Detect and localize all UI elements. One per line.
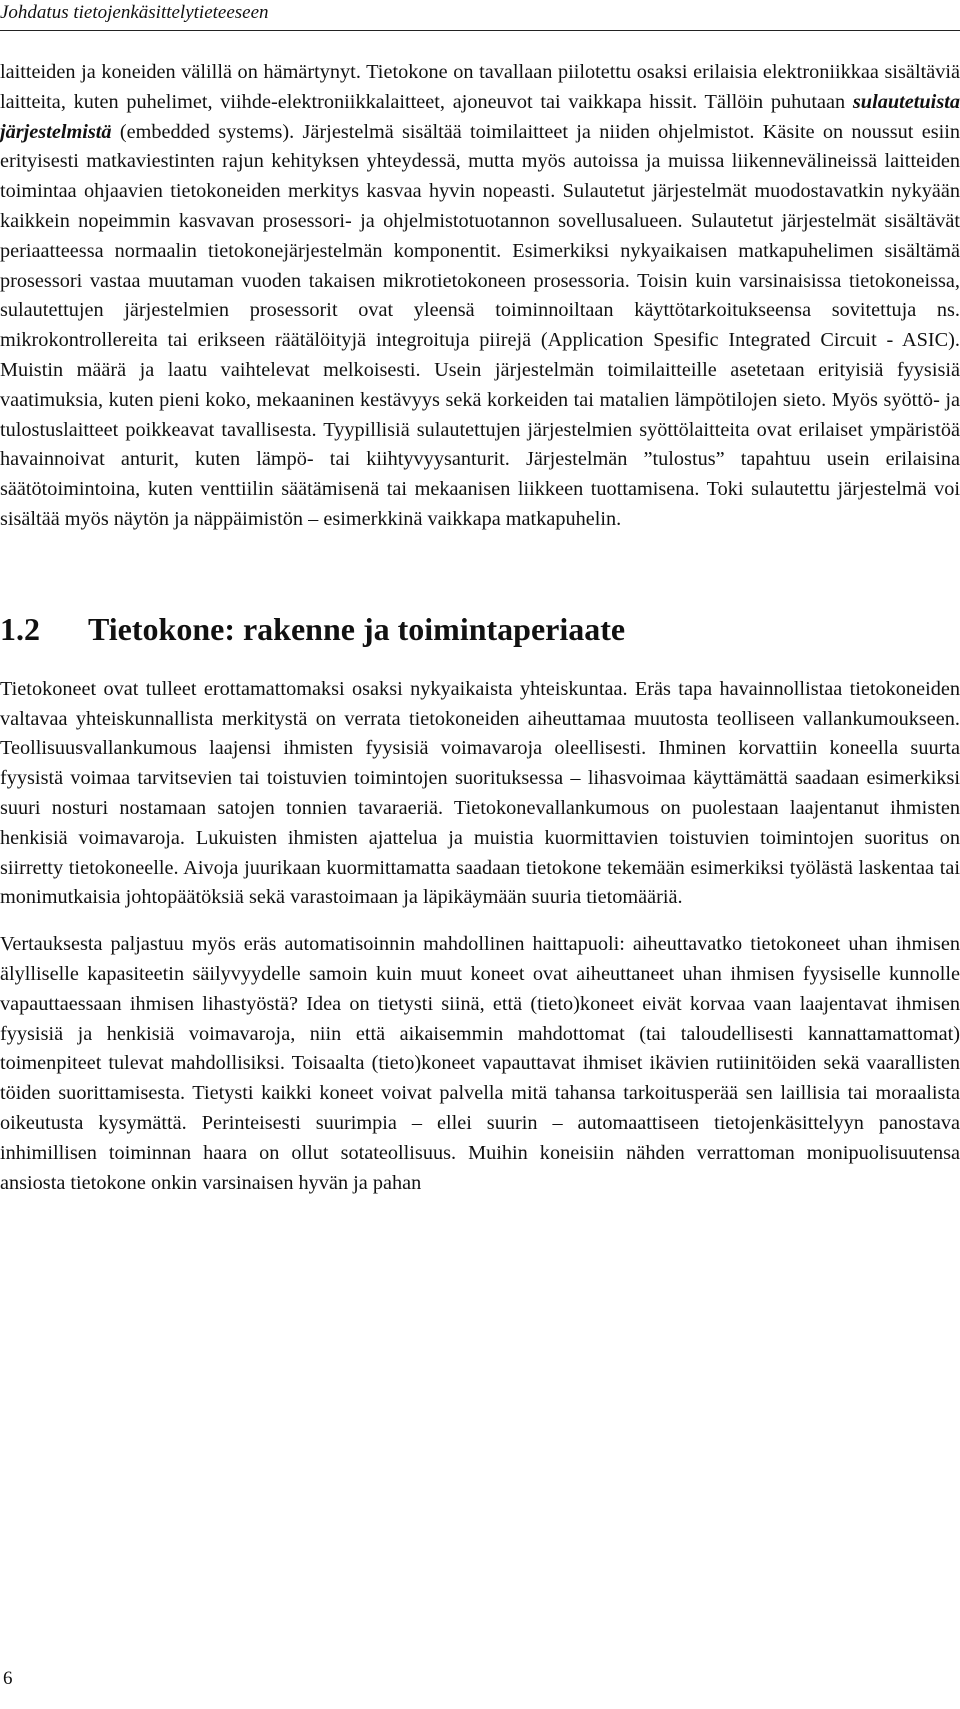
section-heading	[0, 609, 960, 649]
paragraph-text-after-term: (embedded systems). Järjestelmä sisältää toimilaitteet ja niiden ohjelmistot. Käsite on noussut esiin erityisesti matkaviestinten rajun kehityksen yhteydessä, mutta myös autoissa ja muissa liikennevälineissä laitteiden toimintaa ohjaavien tietokoneiden merkitys kasvaa hyvin nopeasti. Sulautetut järjestelmät muodostavatkin nykyään kaikkein nopeimmin kasvavan prosessori- ja ohjelmistotuotannon sovellusalueen. Sulautetut järjestelmät sisältävät periaatteessa normaalin tietokonejärjestelmän komponentit. Esimerkiksi nykyaikaisen matkapuhelimen sisältämä prosessori vastaa muutaman vuoden takaisen mikrotietokoneen prosessoria. Toisin kuin varsinaisissa tietokoneissa, sulautettujen järjestelmien prosessorit ovat yleensä toiminnoiltaan käyttötarkoitukseensa sovitettuja ns. mikrokontrollereita tai erikseen räätälöityjä integroituja piirejä (Application Spesific Integrated Circuit - ASIC). Muistin määrä ja laatu vaihtelevat melkoisesti. Usein järjestelmän toimilaitteille asetetaan erityisiä fyysisiä vaatimuksia, kuten pieni koko, mekaaninen kestävyys sekä korkeiden tai matalien lämpötilojen sieto. Myös syöttö- ja tulostuslaitteet poikkeavat tavallisesta. Tyypillisiä sulautettujen järjestelmien syöttölaitteita ovat erilaiset ympäristöä havainnoivat anturit, kuten lämpö- tai kiihtyvyysanturit. Järjestelmän ”tulostus” tapahtuu usein erilaisina säätötoimintoina, kuten venttiilin säätämisenä tai mekaanisen liikkeen tuottamisena. Toki sulautettu järjestelmä voi sisältää myös näytön ja näppäimistön – esimerkkinä vaikkapa matkapuhelin.	[0, 120, 960, 530]
page-body	[0, 58, 960, 1198]
paragraph-embedded-systems	[0, 58, 960, 535]
section-number: 1.2	[0, 610, 40, 647]
header-rule	[0, 30, 960, 31]
running-header: Johdatus tietojenkäsittelytieteeseen	[0, 2, 269, 23]
paragraph-text-before-term: laitteiden ja koneiden välillä on hämärtynyt. Tietokone on tavallaan piilotettu osaksi erilaisia elektroniikkaa sisältäviä laitteita, kuten puhelimet, viihde-elektroniikkalaitteet, ajoneuvot tai vaikkapa hissit. Tällöin puhutaan	[0, 61, 960, 113]
section-title: Tietokone: rakenne ja toimintaperiaate	[88, 610, 626, 647]
page-number: 6	[3, 1668, 13, 1689]
paragraph-computers-in-society: Tietokoneet ovat tulleet erottamattomaksi osaksi nykyaikaista yhteiskuntaa. Eräs tapa havainnollistaa tietokoneiden valtavaa yhteiskunnallista merkitystä on verrata tietokoneiden aiheuttamaa muutosta teolliseen vallankumoukseen. Teollisuusvallankumous laajensi ihmisten fyysisiä voimavaroja oleellisesti. Ihminen korvattiin koneella suurta fyysistä voimaa tarvitsevien tai toistuvien toimintojen suorituksessa – lihasvoimaa käyttämättä saadaan esimerkiksi suuri nosturi nostamaan satojen tonnien tavaraeriä. Tietokonevallankumous on puolestaan laajentanut ihmisten henkisiä voimavaroja. Lukuisten ihmisten ajattelua ja muistia kuormittavien toistuvien toimintojen suoritus on siirretty tietokoneelle. Aivoja juurikaan kuormittamatta saadaan tietokone tekemään esimerkiksi työlästä laskentaa tai monimutkaisia johtopäätöksiä sekä varastoimaan ja läpikäymään suuria tietomääriä.	[0, 677, 960, 909]
paragraph-automation-drawback: Vertauksesta paljastuu myös eräs automatisoinnin mahdollinen haittapuoli: aiheuttavatko tietokoneet uhan ihmisen älylliselle kapasiteetin säilyvyydelle samoin kuin muut koneet ovat aiheuttaneet uhan ihmisen fyysiselle kunnolle vapauttaessaan ihmisen lihastyöstä? Idea on tietysti siinä, että (tieto)koneet eivät korvaa vaan laajentavat ihmisen fyysisiä ja henkisiä voimavaroja, niin että aikaisemmin mahdottomat (tai taloudellisesti kannattamattomat) toimenpiteet tulevat mahdollisiksi. Toisaalta (tieto)koneet vapauttavat ihmiset ikävien rutiinitöiden sekä vaarallisten töiden suorittamisesta. Tietysti kaikki koneet voivat palvella mitä tahansa tarkoitusperää sen laillisia tai moraalista oikeutusta kysymättä. Perinteisesti suurimpia – ellei suurin – automaattiseen tietojenkäsittelyyn panostava inhimillisen toiminnan haara on ollut sotateollisuus. Muihin koneisiin nähden verrattoman monipuolisuutensa ansiosta tietokone onkin varsinaisen hyvän ja pahan	[0, 933, 960, 1194]
emphasized-term: sulautetuista järjestelmistä	[0, 90, 960, 143]
